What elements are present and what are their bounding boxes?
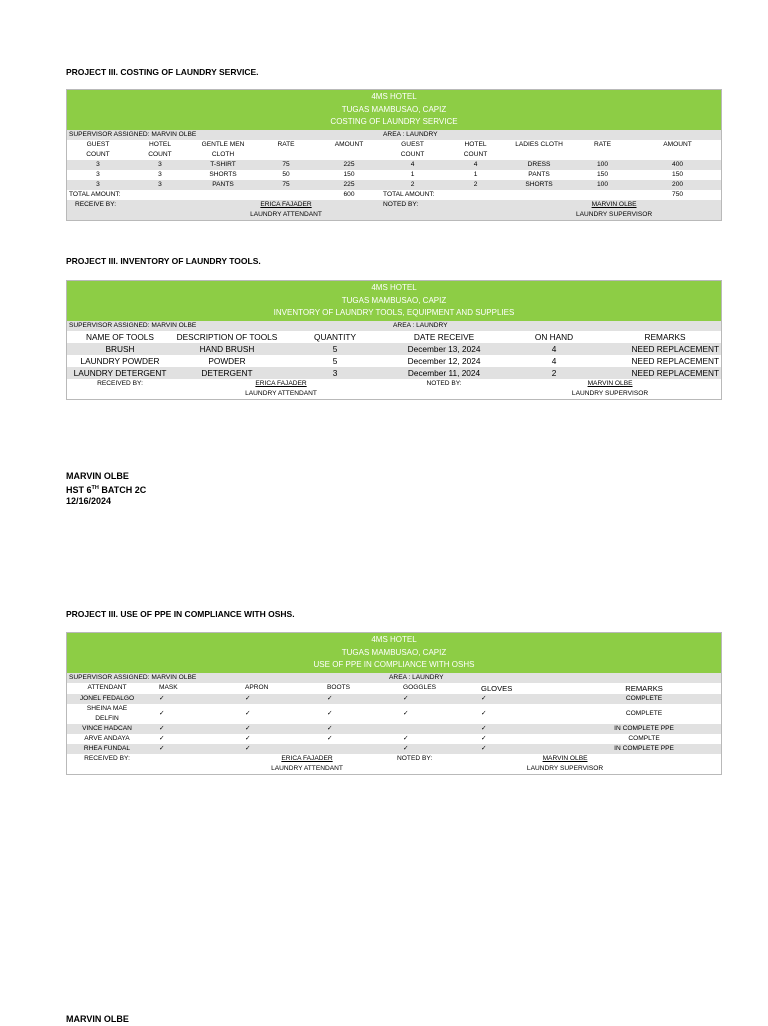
receiver-title: LAUNDRY ATTENDANT: [191, 210, 381, 220]
column-header: COUNT: [381, 150, 444, 160]
hotel-location: TUGAS MAMBUSAO, CAPIZ: [341, 647, 447, 657]
checkmark-icon: ✓: [307, 724, 387, 734]
costing-table: [67, 130, 721, 220]
area-label: AREA : LAUNDRY: [387, 673, 721, 683]
inventory-table-block: [66, 280, 722, 400]
signature-title-row: [67, 764, 721, 774]
remarks-cell: COMPLETE: [547, 704, 721, 724]
signature-title-row: [67, 210, 721, 220]
column-header: AMOUNT: [634, 140, 721, 150]
table-cell: LAUNDRY DETERGENT: [67, 367, 173, 379]
column-header: COUNT: [444, 150, 507, 160]
checkmark-icon: ✓: [387, 704, 467, 724]
table-cell: 5: [281, 355, 389, 367]
table-cell: 3: [67, 180, 129, 190]
remarks-cell: COMPLTE: [547, 734, 721, 744]
checkmark-icon: ✓: [227, 694, 307, 704]
table-row: [67, 724, 721, 734]
column-header: GUEST: [67, 140, 129, 150]
column-header: REMARKS: [547, 683, 721, 694]
column-header: REMARKS: [609, 331, 721, 343]
inventory-table: [67, 321, 721, 399]
table-cell: 1: [444, 170, 507, 180]
hotel-name: 4MS HOTEL: [371, 92, 417, 101]
checkmark-icon: ✓: [307, 694, 387, 704]
column-header: GLOVES: [467, 683, 547, 694]
table-cell: 3: [129, 180, 191, 190]
table-row: [67, 180, 721, 190]
table-cell: 400: [634, 160, 721, 170]
costing-heading: PROJECT III. COSTING OF LAUNDRY SERVICE.: [66, 67, 259, 77]
table-cell: 150: [634, 170, 721, 180]
table-cell: December 12, 2024: [389, 355, 499, 367]
table-cell: NEED REPLACEMENT: [609, 367, 721, 379]
total-label: TOTAL AMOUNT:: [381, 190, 507, 200]
column-header: CLOTH: [191, 150, 255, 160]
checkmark-icon: ✓: [147, 734, 227, 744]
receiver-title: LAUNDRY ATTENDANT: [227, 764, 387, 774]
received-by-label: RECEIVED BY:: [67, 379, 173, 389]
signer-date: 12/16/2024: [66, 496, 112, 506]
attendant-name: JONEL FEDALGO: [67, 694, 147, 704]
hotel-location: TUGAS MAMBUSAO, CAPIZ: [341, 295, 447, 305]
table-cell: BRUSH: [67, 343, 173, 355]
table-cell: 5: [281, 343, 389, 355]
table-cell: SHORTS: [191, 170, 255, 180]
column-header: HOTEL: [129, 140, 191, 150]
table-cell: 4: [499, 355, 609, 367]
checkmark-icon: ✓: [387, 744, 467, 754]
supervisor-label: SUPERVISOR ASSIGNED: MARVIN OLBE: [67, 673, 387, 683]
signature-title-row: [67, 389, 721, 399]
signature-row: [67, 200, 721, 210]
total-amount: 750: [634, 190, 721, 200]
noter-title: LAUNDRY SUPERVISOR: [499, 389, 721, 399]
table-row: [67, 367, 721, 379]
signer-name-footer: MARVIN OLBE: [66, 1014, 129, 1024]
column-header: ATTENDANT: [67, 683, 147, 694]
noter-name: MARVIN OLBE: [467, 754, 721, 764]
table-cell: 150: [317, 170, 381, 180]
table-cell: 200: [634, 180, 721, 190]
receiver-name: ERICA FAJADER: [191, 200, 381, 210]
table-row: [67, 160, 721, 170]
remarks-cell: COMPLETE: [547, 694, 721, 704]
header-row: [67, 683, 721, 694]
attendant-name: RHEA FUNDAL: [67, 744, 147, 754]
signer-block: [66, 471, 146, 508]
checkmark-icon: ✓: [467, 694, 547, 704]
table-cell: 2: [444, 180, 507, 190]
table-title: USE OF PPE IN COMPLIANCE WITH OSHS: [313, 660, 475, 669]
supervisor-label: SUPERVISOR ASSIGNED: MARVIN OLBE: [67, 130, 317, 140]
checkmark-icon: ✓: [467, 704, 547, 724]
noter-title: LAUNDRY SUPERVISOR: [507, 210, 721, 220]
table-cell: 3: [67, 160, 129, 170]
supervisor-row: [67, 130, 721, 140]
checkmark-icon: ✓: [387, 694, 467, 704]
column-header: BOOTS: [307, 683, 387, 694]
checkmark-icon: ✓: [227, 744, 307, 754]
total-amount: 600: [317, 190, 381, 200]
column-header: ON HAND: [499, 331, 609, 343]
attendant-name: ARVE ANDAYA: [67, 734, 147, 744]
table-cell: 225: [317, 160, 381, 170]
table-cell: PANTS: [507, 170, 571, 180]
table-title: COSTING OF LAUNDRY SERVICE: [330, 117, 458, 126]
table-cell: 3: [129, 170, 191, 180]
signature-row: [67, 754, 721, 764]
checkmark-icon: ✓: [467, 734, 547, 744]
column-header: COUNT: [129, 150, 191, 160]
column-header: COUNT: [67, 150, 129, 160]
table-row: [67, 744, 721, 754]
column-header: GENTLE MEN: [191, 140, 255, 150]
column-header: GUEST: [381, 140, 444, 150]
table-row: [67, 694, 721, 704]
ppe-table-block: [66, 632, 722, 775]
column-header: QUANTITY: [281, 331, 389, 343]
table-row: [67, 704, 721, 724]
signature-row: [67, 379, 721, 389]
column-header: NAME OF TOOLS: [67, 331, 173, 343]
table-row: [67, 343, 721, 355]
checkmark-icon: ✓: [227, 704, 307, 724]
table-cell: 75: [255, 180, 317, 190]
column-header: LADIES CLOTH: [507, 140, 571, 150]
table-cell: 4: [499, 343, 609, 355]
table-cell: 4: [381, 160, 444, 170]
column-header: HOTEL: [444, 140, 507, 150]
supervisor-row: [67, 321, 721, 331]
total-row: [67, 190, 721, 200]
table-cell: DETERGENT: [173, 367, 281, 379]
received-by-label: RECEIVE BY:: [67, 200, 191, 210]
attendant-name: VINCE HADCAN: [67, 724, 147, 734]
column-header: GOGGLES: [387, 683, 467, 694]
area-label: AREA : LAUNDRY: [389, 321, 721, 331]
table-cell: SHORTS: [507, 180, 571, 190]
table-cell: 100: [571, 180, 634, 190]
table-cell: POWDER: [173, 355, 281, 367]
table-cell: T-SHIRT: [191, 160, 255, 170]
table-cell: PANTS: [191, 180, 255, 190]
column-header: APRON: [227, 683, 307, 694]
receiver-name: ERICA FAJADER: [227, 754, 387, 764]
ppe-heading: PROJECT III. USE OF PPE IN COMPLIANCE WITH OSHS.: [66, 609, 295, 619]
hotel-name: 4MS HOTEL: [371, 635, 417, 644]
column-header: RATE: [571, 140, 634, 150]
checkmark-icon: ✓: [227, 724, 307, 734]
table-cell: 75: [255, 160, 317, 170]
table-title: INVENTORY OF LAUNDRY TOOLS, EQUIPMENT AND SUPPLIES: [273, 308, 515, 317]
checkmark-icon: ✓: [387, 734, 467, 744]
table-cell: December 13, 2024: [389, 343, 499, 355]
area-label: AREA : LAUNDRY: [381, 130, 721, 140]
checkmark-icon: [307, 744, 387, 754]
costing-banner: [67, 90, 721, 130]
checkmark-icon: ✓: [307, 734, 387, 744]
table-cell: 3: [129, 160, 191, 170]
checkmark-icon: ✓: [147, 724, 227, 734]
table-cell: 1: [381, 170, 444, 180]
hotel-location: TUGAS MAMBUSAO, CAPIZ: [341, 104, 447, 114]
table-cell: DRESS: [507, 160, 571, 170]
table-cell: NEED REPLACEMENT: [609, 343, 721, 355]
noter-name: MARVIN OLBE: [507, 200, 721, 210]
table-cell: 100: [571, 160, 634, 170]
remarks-cell: IN COMPLETE PPE: [547, 724, 721, 734]
signer-name: MARVIN OLBE: [66, 471, 129, 481]
received-by-label: RECEIVED BY:: [67, 754, 147, 764]
table-cell: 4: [444, 160, 507, 170]
ppe-banner: [67, 633, 721, 673]
column-header: MASK: [147, 683, 227, 694]
total-label: TOTAL AMOUNT:: [67, 190, 191, 200]
noted-by-label: NOTED BY:: [389, 379, 499, 389]
noted-by-label: NOTED BY:: [381, 200, 444, 210]
table-row: [67, 355, 721, 367]
supervisor-label: SUPERVISOR ASSIGNED: MARVIN OLBE: [67, 321, 389, 331]
supervisor-row: [67, 673, 721, 683]
column-header: RATE: [255, 140, 317, 150]
inventory-heading: PROJECT III. INVENTORY OF LAUNDRY TOOLS.: [66, 256, 261, 266]
checkmark-icon: ✓: [147, 694, 227, 704]
noter-name: MARVIN OLBE: [499, 379, 721, 389]
header-row: [67, 140, 721, 150]
column-header: AMOUNT: [317, 140, 381, 150]
header-row-2: [67, 150, 721, 160]
column-header: DESCRIPTION OF TOOLS: [173, 331, 281, 343]
remarks-cell: IN COMPLETE PPE: [547, 744, 721, 754]
checkmark-icon: ✓: [227, 734, 307, 744]
table-cell: NEED REPLACEMENT: [609, 355, 721, 367]
header-row: [67, 331, 721, 343]
ppe-table: [67, 673, 721, 774]
table-cell: LAUNDRY POWDER: [67, 355, 173, 367]
checkmark-icon: [387, 724, 467, 734]
receiver-title: LAUNDRY ATTENDANT: [173, 389, 389, 399]
costing-table-block: [66, 89, 722, 221]
inventory-banner: [67, 281, 721, 321]
checkmark-icon: ✓: [147, 744, 227, 754]
noter-title: LAUNDRY SUPERVISOR: [467, 764, 721, 774]
hotel-name: 4MS HOTEL: [371, 283, 417, 292]
noted-by-label: NOTED BY:: [387, 754, 467, 764]
checkmark-icon: ✓: [467, 744, 547, 754]
table-cell: 150: [571, 170, 634, 180]
checkmark-icon: ✓: [307, 704, 387, 724]
attendant-name: SHEINA MAE DELFIN: [67, 704, 147, 724]
table-row: [67, 170, 721, 180]
signer-batch: HST 6TH BATCH 2C: [66, 484, 147, 495]
checkmark-icon: ✓: [147, 704, 227, 724]
table-cell: 2: [381, 180, 444, 190]
table-cell: HAND BRUSH: [173, 343, 281, 355]
column-header: DATE RECEIVE: [389, 331, 499, 343]
table-row: [67, 734, 721, 744]
table-cell: 2: [499, 367, 609, 379]
table-cell: 3: [67, 170, 129, 180]
receiver-name: ERICA FAJADER: [173, 379, 389, 389]
table-cell: 50: [255, 170, 317, 180]
table-cell: 225: [317, 180, 381, 190]
table-cell: 3: [281, 367, 389, 379]
checkmark-icon: ✓: [467, 724, 547, 734]
table-cell: December 11, 2024: [389, 367, 499, 379]
